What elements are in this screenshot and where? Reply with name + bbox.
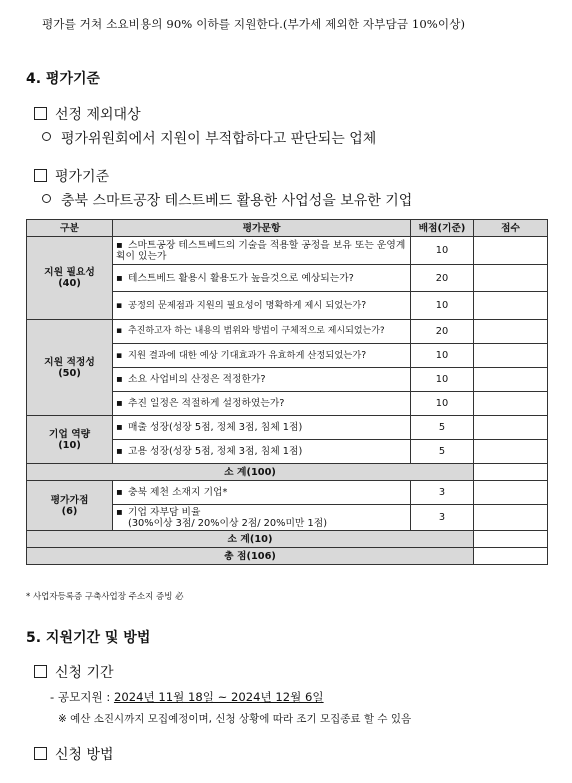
category-support-need: 지원 필요성 (40) [27, 237, 113, 320]
checkbox-square-icon [34, 107, 47, 120]
score-basis-cell: 10 [411, 344, 474, 368]
subtotal-score-cell[interactable] [474, 464, 548, 481]
period-label: 신청 기간 [55, 665, 114, 681]
total-score-cell[interactable] [474, 548, 548, 565]
section-5-heading: 5. 지원기간 및 방법 [26, 630, 151, 646]
score-input-cell[interactable] [474, 505, 548, 531]
score-input-cell[interactable] [474, 440, 548, 464]
question-cell: ▪ 기업 자부담 비율 (30%이상 3점/ 20%이상 2점/ 20%미만 1점) [113, 505, 411, 531]
category-company-capability: 기업 역량 (10) [27, 416, 113, 464]
table-row [27, 237, 548, 265]
checkbox-square-icon [34, 747, 47, 760]
question-cell: ▪ 공정의 문제점과 지원의 필요성이 명확하게 제시 되었는가? [113, 292, 411, 320]
category-bonus: 평가가점 (6) [27, 481, 113, 531]
circle-bullet-icon [42, 194, 51, 203]
score-basis-cell: 10 [411, 392, 474, 416]
checkbox-square-icon [34, 665, 47, 678]
section-4-heading: 4. 평가기준 [26, 71, 101, 87]
score-input-cell[interactable] [474, 320, 548, 344]
subtotal-label: 소 계(10) [27, 531, 474, 548]
footnote: * 사업자등록증 구축사업장 주소지 증빙 必 [26, 592, 184, 602]
checkbox-square-icon [34, 169, 47, 182]
method-box [34, 744, 114, 764]
subtotal-row [27, 531, 548, 548]
question-cell: ▪ 추진하고자 하는 내용의 범위와 방법이 구체적으로 제시되었는가? [113, 320, 411, 344]
question-cell: ▪ 테스트베드 활용시 활용도가 높을것으로 예상되는가? [113, 265, 411, 292]
score-input-cell[interactable] [474, 292, 548, 320]
subtotal-label: 소 계(100) [27, 464, 474, 481]
table-row [27, 416, 548, 440]
score-basis-cell: 5 [411, 416, 474, 440]
score-input-cell[interactable] [474, 344, 548, 368]
question-cell: ▪ 소요 사업비의 산정은 적정한가? [113, 368, 411, 392]
exclusion-item-text: 평가위원회에서 지원이 부적합하다고 판단되는 업체 [61, 131, 377, 147]
score-basis-cell: 3 [411, 505, 474, 531]
method-label: 신청 방법 [55, 747, 114, 763]
total-label: 총 점(106) [27, 548, 474, 565]
score-input-cell[interactable] [474, 392, 548, 416]
criteria-box-standard [34, 166, 109, 186]
exclusion-label: 선정 제외대상 [55, 107, 141, 123]
standard-item-text: 충북 스마트공장 테스트베드 활용한 사업성을 보유한 기업 [61, 193, 413, 209]
score-basis-cell: 20 [411, 320, 474, 344]
exclusion-item [42, 128, 376, 148]
score-basis-cell: 10 [411, 368, 474, 392]
question-cell: ▪ 충북 제천 소재지 기업* [113, 481, 411, 505]
header-question: 평가문항 [113, 220, 411, 237]
score-basis-cell: 10 [411, 237, 474, 265]
question-cell: ▪ 매출 성장(성장 5점, 정체 3점, 침체 1점) [113, 416, 411, 440]
table-header-row [27, 220, 548, 237]
header-category: 구분 [27, 220, 113, 237]
question-cell: ▪ 추진 일정은 적절하게 설정하였는가? [113, 392, 411, 416]
standard-label: 평가기준 [55, 169, 110, 185]
total-row [27, 548, 548, 565]
budget-note: ※ 예산 소진시까지 모집예정이며, 신청 상황에 따라 조기 모집종료 할 수 있음 [58, 713, 412, 725]
question-cell: ▪ 스마트공장 테스트베드의 기술을 적용할 공정을 보유 또는 운영계획이 있는가 [113, 237, 411, 265]
application-period-label: - 공모지원 : [50, 690, 114, 704]
score-input-cell[interactable] [474, 237, 548, 265]
score-basis-cell: 5 [411, 440, 474, 464]
circle-bullet-icon [42, 132, 51, 141]
subtotal-score-cell[interactable] [474, 531, 548, 548]
score-input-cell[interactable] [474, 416, 548, 440]
application-period [50, 689, 324, 705]
score-input-cell[interactable] [474, 265, 548, 292]
score-basis-cell: 3 [411, 481, 474, 505]
score-input-cell[interactable] [474, 481, 548, 505]
table-row [27, 481, 548, 505]
question-cell: ▪ 지원 결과에 대한 예상 기대효과가 유효하게 산정되었는가? [113, 344, 411, 368]
score-basis-cell: 10 [411, 292, 474, 320]
evaluation-table [26, 219, 548, 565]
score-input-cell[interactable] [474, 368, 548, 392]
header-score-basis: 배점(기준) [411, 220, 474, 237]
standard-item [42, 190, 412, 210]
period-box [34, 662, 114, 682]
table-row [27, 320, 548, 344]
header-score: 점수 [474, 220, 548, 237]
intro-text: 평가를 거쳐 소요비용의 90% 이하를 지원한다.(부가세 제외한 자부담금 10%이상) [42, 17, 466, 31]
application-period-value: 2024년 11월 18일 ~ 2024년 12월 6일 [113, 690, 324, 704]
score-basis-cell: 20 [411, 265, 474, 292]
subtotal-row [27, 464, 548, 481]
question-cell: ▪ 고용 성장(성장 5점, 정체 3점, 침체 1점) [113, 440, 411, 464]
criteria-box-exclusion [34, 104, 141, 124]
category-support-adequacy: 지원 적정성 (50) [27, 320, 113, 416]
